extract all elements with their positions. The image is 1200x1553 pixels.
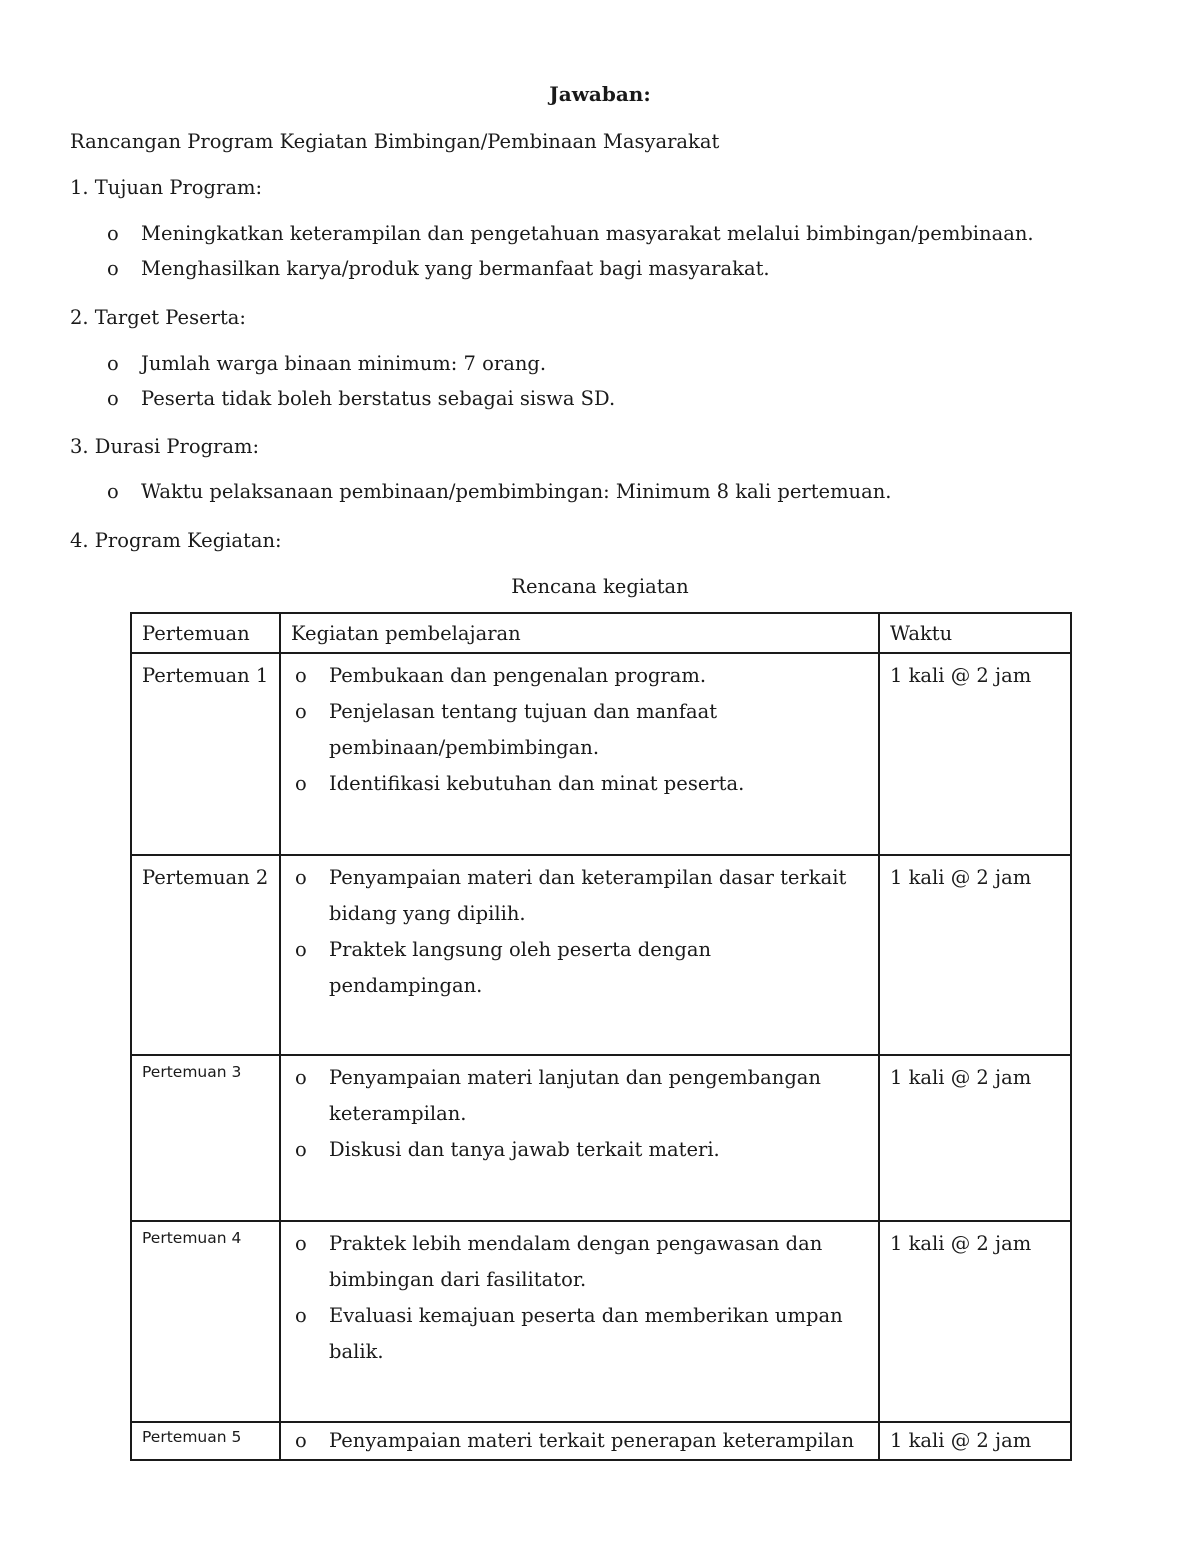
activity-text: Penjelasan tentang tujuan dan manfaat pembinaan/pembimbingan.	[329, 700, 718, 759]
list-item-text: Waktu pelaksanaan pembinaan/pembimbingan: Minimum 8 kali pertemuan.	[141, 480, 892, 503]
activities-cell	[280, 1221, 879, 1422]
document-intro: Rancangan Program Kegiatan Bimbingan/Pembinaan Masyarakat	[70, 130, 720, 153]
list-item-text: Peserta tidak boleh berstatus sebagai siswa SD.	[141, 387, 616, 410]
section-title-target: 2. Target Peserta:	[70, 306, 246, 329]
section-title-duration: 3. Durasi Program:	[70, 435, 260, 458]
bullet-icon: o	[295, 1066, 307, 1089]
activity-text: Penyampaian materi dan keterampilan dasar terkait bidang yang dipilih.	[329, 866, 847, 925]
table-row	[131, 1221, 1071, 1422]
activity-text: Penyampaian materi terkait penerapan keterampilan	[329, 1429, 855, 1452]
list-item-text: Menghasilkan karya/produk yang bermanfaat bagi masyarakat.	[141, 257, 770, 280]
table-row	[131, 1055, 1071, 1221]
session-cell: Pertemuan 1	[131, 653, 280, 855]
time-cell: 1 kali @ 2 jam	[879, 1422, 1071, 1460]
list-item	[295, 1060, 858, 1132]
table-caption: Rencana kegiatan	[511, 575, 689, 598]
section-title-goals: 1. Tujuan Program:	[70, 176, 263, 199]
bullet-icon: o	[295, 866, 307, 889]
list-item	[295, 658, 858, 694]
activities-cell	[280, 1055, 879, 1221]
activities-cell	[280, 1422, 879, 1460]
bullet-icon: o	[107, 222, 119, 245]
bullet-icon: o	[295, 1232, 307, 1255]
table-row	[131, 1422, 1071, 1460]
bullet-icon: o	[107, 352, 119, 375]
activity-text: Praktek lebih mendalam dengan pengawasan dan bimbingan dari fasilitator.	[329, 1232, 823, 1291]
list-item	[295, 694, 858, 766]
list-item	[295, 932, 858, 1004]
section-title-program: 4. Program Kegiatan:	[70, 529, 282, 552]
time-cell: 1 kali @ 2 jam	[879, 1221, 1071, 1422]
header-cell: Pertemuan	[131, 613, 280, 653]
time-cell: 1 kali @ 2 jam	[879, 1055, 1071, 1221]
activity-text: Evaluasi kemajuan peserta dan memberikan umpan balik.	[329, 1304, 843, 1363]
activity-text: Praktek langsung oleh peserta dengan pendampingan.	[329, 938, 712, 997]
list-item	[295, 1226, 858, 1298]
list-item-text: Meningkatkan keterampilan dan pengetahuan masyarakat melalui bimbingan/pembinaan.	[141, 222, 1034, 245]
session-cell: Pertemuan 3	[131, 1055, 280, 1221]
session-cell: Pertemuan 4	[131, 1221, 280, 1422]
time-cell: 1 kali @ 2 jam	[879, 855, 1071, 1055]
session-cell: Pertemuan 2	[131, 855, 280, 1055]
bullet-icon: o	[295, 664, 307, 687]
session-cell: Pertemuan 5	[131, 1422, 280, 1460]
activity-text: Penyampaian materi lanjutan dan pengembangan keterampilan.	[329, 1066, 821, 1125]
list-item	[295, 1298, 858, 1370]
table-row	[131, 855, 1071, 1055]
list-item	[295, 766, 858, 802]
time-cell: 1 kali @ 2 jam	[879, 653, 1071, 855]
table-row	[131, 653, 1071, 855]
bullet-icon: o	[295, 772, 307, 795]
list-item-text: Jumlah warga binaan minimum: 7 orang.	[141, 352, 547, 375]
bullet-icon: o	[295, 1429, 307, 1452]
list-item	[295, 1132, 858, 1168]
bullet-icon: o	[295, 1138, 307, 1161]
bullet-icon: o	[107, 480, 119, 503]
answer-heading: Jawaban:	[549, 82, 651, 106]
activity-text: Pembukaan dan pengenalan program.	[329, 664, 707, 687]
activity-text: Diskusi dan tanya jawab terkait materi.	[329, 1138, 720, 1161]
list-item	[295, 1423, 858, 1459]
header-cell: Waktu	[879, 613, 1071, 653]
table-header-row	[131, 613, 1071, 653]
list-item	[295, 860, 858, 932]
bullet-icon: o	[295, 938, 307, 961]
activities-cell	[280, 653, 879, 855]
activities-cell	[280, 855, 879, 1055]
activity-text: Identifikasi kebutuhan dan minat peserta.	[329, 772, 745, 795]
bullet-icon: o	[107, 387, 119, 410]
activity-plan-table	[130, 612, 1072, 1461]
bullet-icon: o	[107, 257, 119, 280]
header-cell: Kegiatan pembelajaran	[280, 613, 879, 653]
bullet-icon: o	[295, 1304, 307, 1327]
bullet-icon: o	[295, 700, 307, 723]
